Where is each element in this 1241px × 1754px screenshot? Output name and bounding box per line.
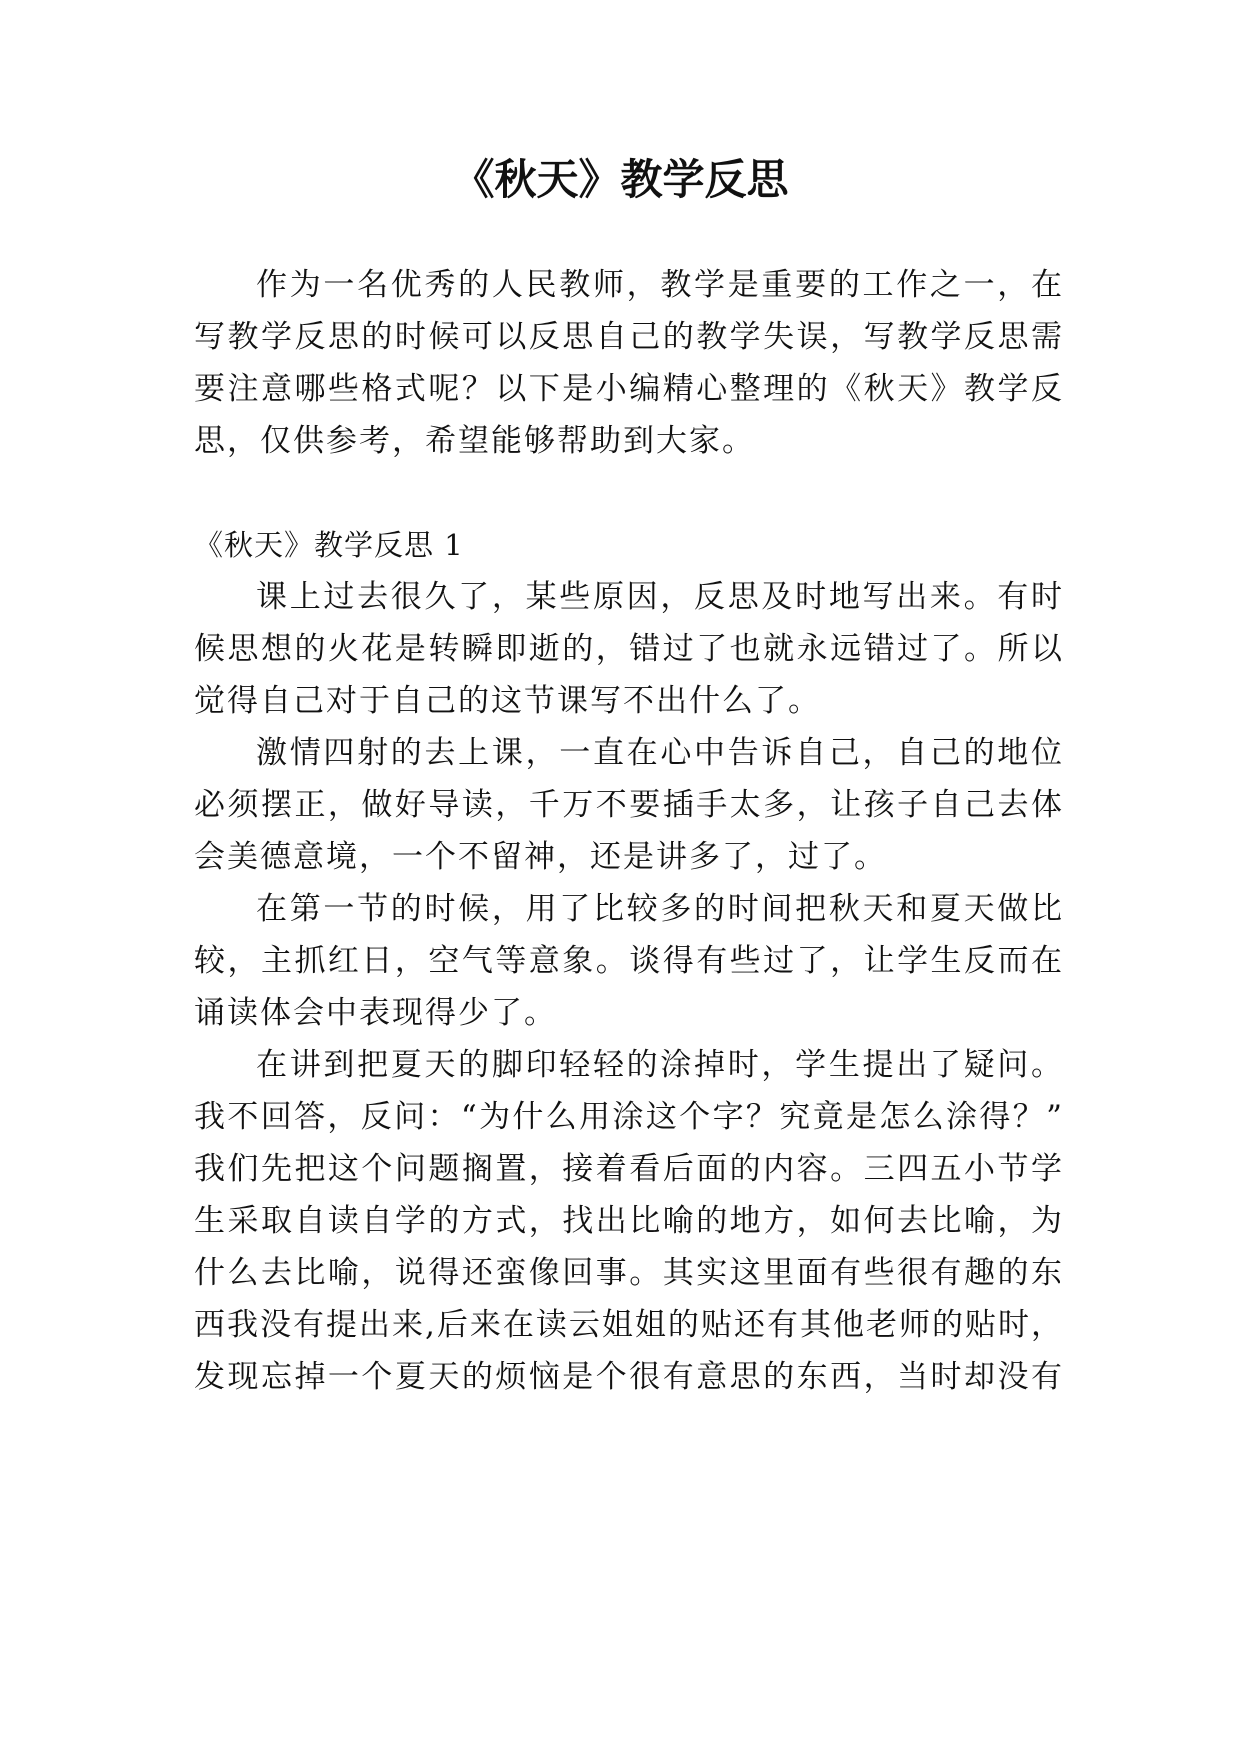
paragraph-line: 什么去比喻，说得还蛮像回事。其实这里面有些很有趣的东 — [194, 1255, 1064, 1291]
section-heading: 《秋天》教学反思 1 — [194, 528, 464, 562]
paragraph-line: 我不回答，反问：“为什么用涂这个字？究竟是怎么涂得？” — [194, 1099, 1064, 1135]
paragraph-line: 我们先把这个问题搁置，接着看后面的内容。三四五小节学 — [194, 1151, 1064, 1187]
intro-line: 思，仅供参考，希望能够帮助到大家。 — [194, 423, 755, 459]
document-title: 《秋天》教学反思 — [452, 155, 789, 204]
paragraph-line: 觉得自己对于自己的这节课写不出什么了。 — [194, 683, 821, 719]
intro-line: 作为一名优秀的人民教师，教学是重要的工作之一，在 — [256, 267, 1064, 303]
paragraph-line: 西我没有提出来,后来在读云姐姐的贴还有其他老师的贴时， — [194, 1307, 1064, 1343]
paragraph-line: 诵读体会中表现得少了。 — [194, 995, 557, 1031]
paragraph-line: 课上过去很久了，某些原因，反思及时地写出来。有时 — [256, 579, 1064, 615]
paragraph-line: 会美德意境，一个不留神，还是讲多了，过了。 — [194, 839, 887, 875]
paragraph-line: 较，主抓红日，空气等意象。谈得有些过了，让学生反而在 — [194, 943, 1064, 979]
paragraph-line: 候思想的火花是转瞬即逝的，错过了也就永远错过了。所以 — [194, 631, 1064, 667]
paragraph-line: 必须摆正，做好导读，千万不要插手太多，让孩子自己去体 — [194, 787, 1064, 823]
paragraph-line: 在第一节的时候，用了比较多的时间把秋天和夏天做比 — [256, 891, 1064, 927]
intro-line: 写教学反思的时候可以反思自己的教学失误，写教学反思需 — [194, 319, 1064, 355]
paragraph-line: 发现忘掉一个夏天的烦恼是个很有意思的东西，当时却没有 — [194, 1359, 1064, 1395]
paragraph-line: 在讲到把夏天的脚印轻轻的涂掉时，学生提出了疑问。 — [256, 1047, 1064, 1083]
paragraph-line: 激情四射的去上课，一直在心中告诉自己，自己的地位 — [256, 735, 1064, 771]
intro-line: 要注意哪些格式呢？以下是小编精心整理的《秋天》教学反 — [194, 371, 1064, 407]
paragraph-line: 生采取自读自学的方式，找出比喻的地方，如何去比喻，为 — [194, 1203, 1064, 1239]
